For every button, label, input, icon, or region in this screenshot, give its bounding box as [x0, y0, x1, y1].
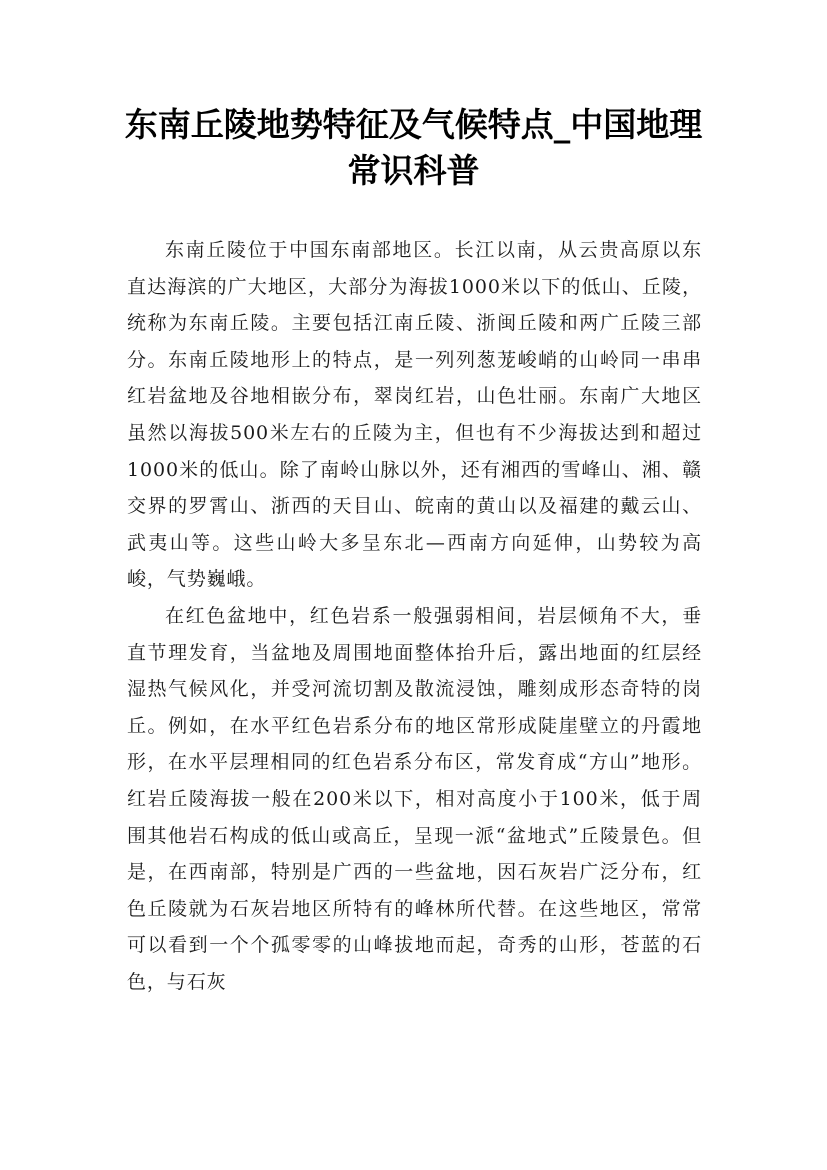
document-body: [127, 232, 702, 1000]
paragraph-1: 东南丘陵位于中国东南部地区。长江以南，从云贵高原以东直达海滨的广大地区，大部分为海拔1000米以下的低山、丘陵，统称为东南丘陵。主要包括江南丘陵、浙闽丘陵和两广丘陵三部分。东南丘陵地形上的特点，是一列列葱茏峻峭的山岭同一串串红岩盆地及谷地相嵌分布，翠岗红岩，山色壮丽。东南广大地区虽然以海拔500米左右的丘陵为主，但也有不少海拔达到和超过1000米的低山。除了南岭山脉以外，还有湘西的雪峰山、湘、赣交界的罗霄山、浙西的天目山、皖南的黄山以及福建的戴云山、武夷山等。这些山岭大多呈东北—西南方向延伸，山势较为高峻，气势巍峨。: [127, 239, 702, 591]
document-title: 东南丘陵地势特征及气候特点_中国地理常识科普: [124, 105, 703, 190]
paragraph-2: 在红色盆地中，红色岩系一般强弱相间，岩层倾角不大，垂直节理发育，当盆地及周围地面整体抬升后，露出地面的红层经湿热气候风化，并受河流切割及散流浸蚀，雕刻成形态奇特的岗丘。例如，在水平红色岩系分布的地区常形成陡崖壁立的丹霞地形，在水平层理相同的红色岩系分布区，常发育成“方山”地形。红岩丘陵海拔一般在200米以下，相对高度小于100米，低于周围其他岩石构成的低山或高丘，呈现一派“盆地式”丘陵景色。但是，在西南部，特别是广西的一些盆地，因石灰岩广泛分布，红色丘陵就为石灰岩地区所特有的峰林所代替。在这些地区，常常可以看到一个个孤零零的山峰拔地而起，奇秀的山形，苍蓝的石色，与石灰: [127, 604, 702, 993]
